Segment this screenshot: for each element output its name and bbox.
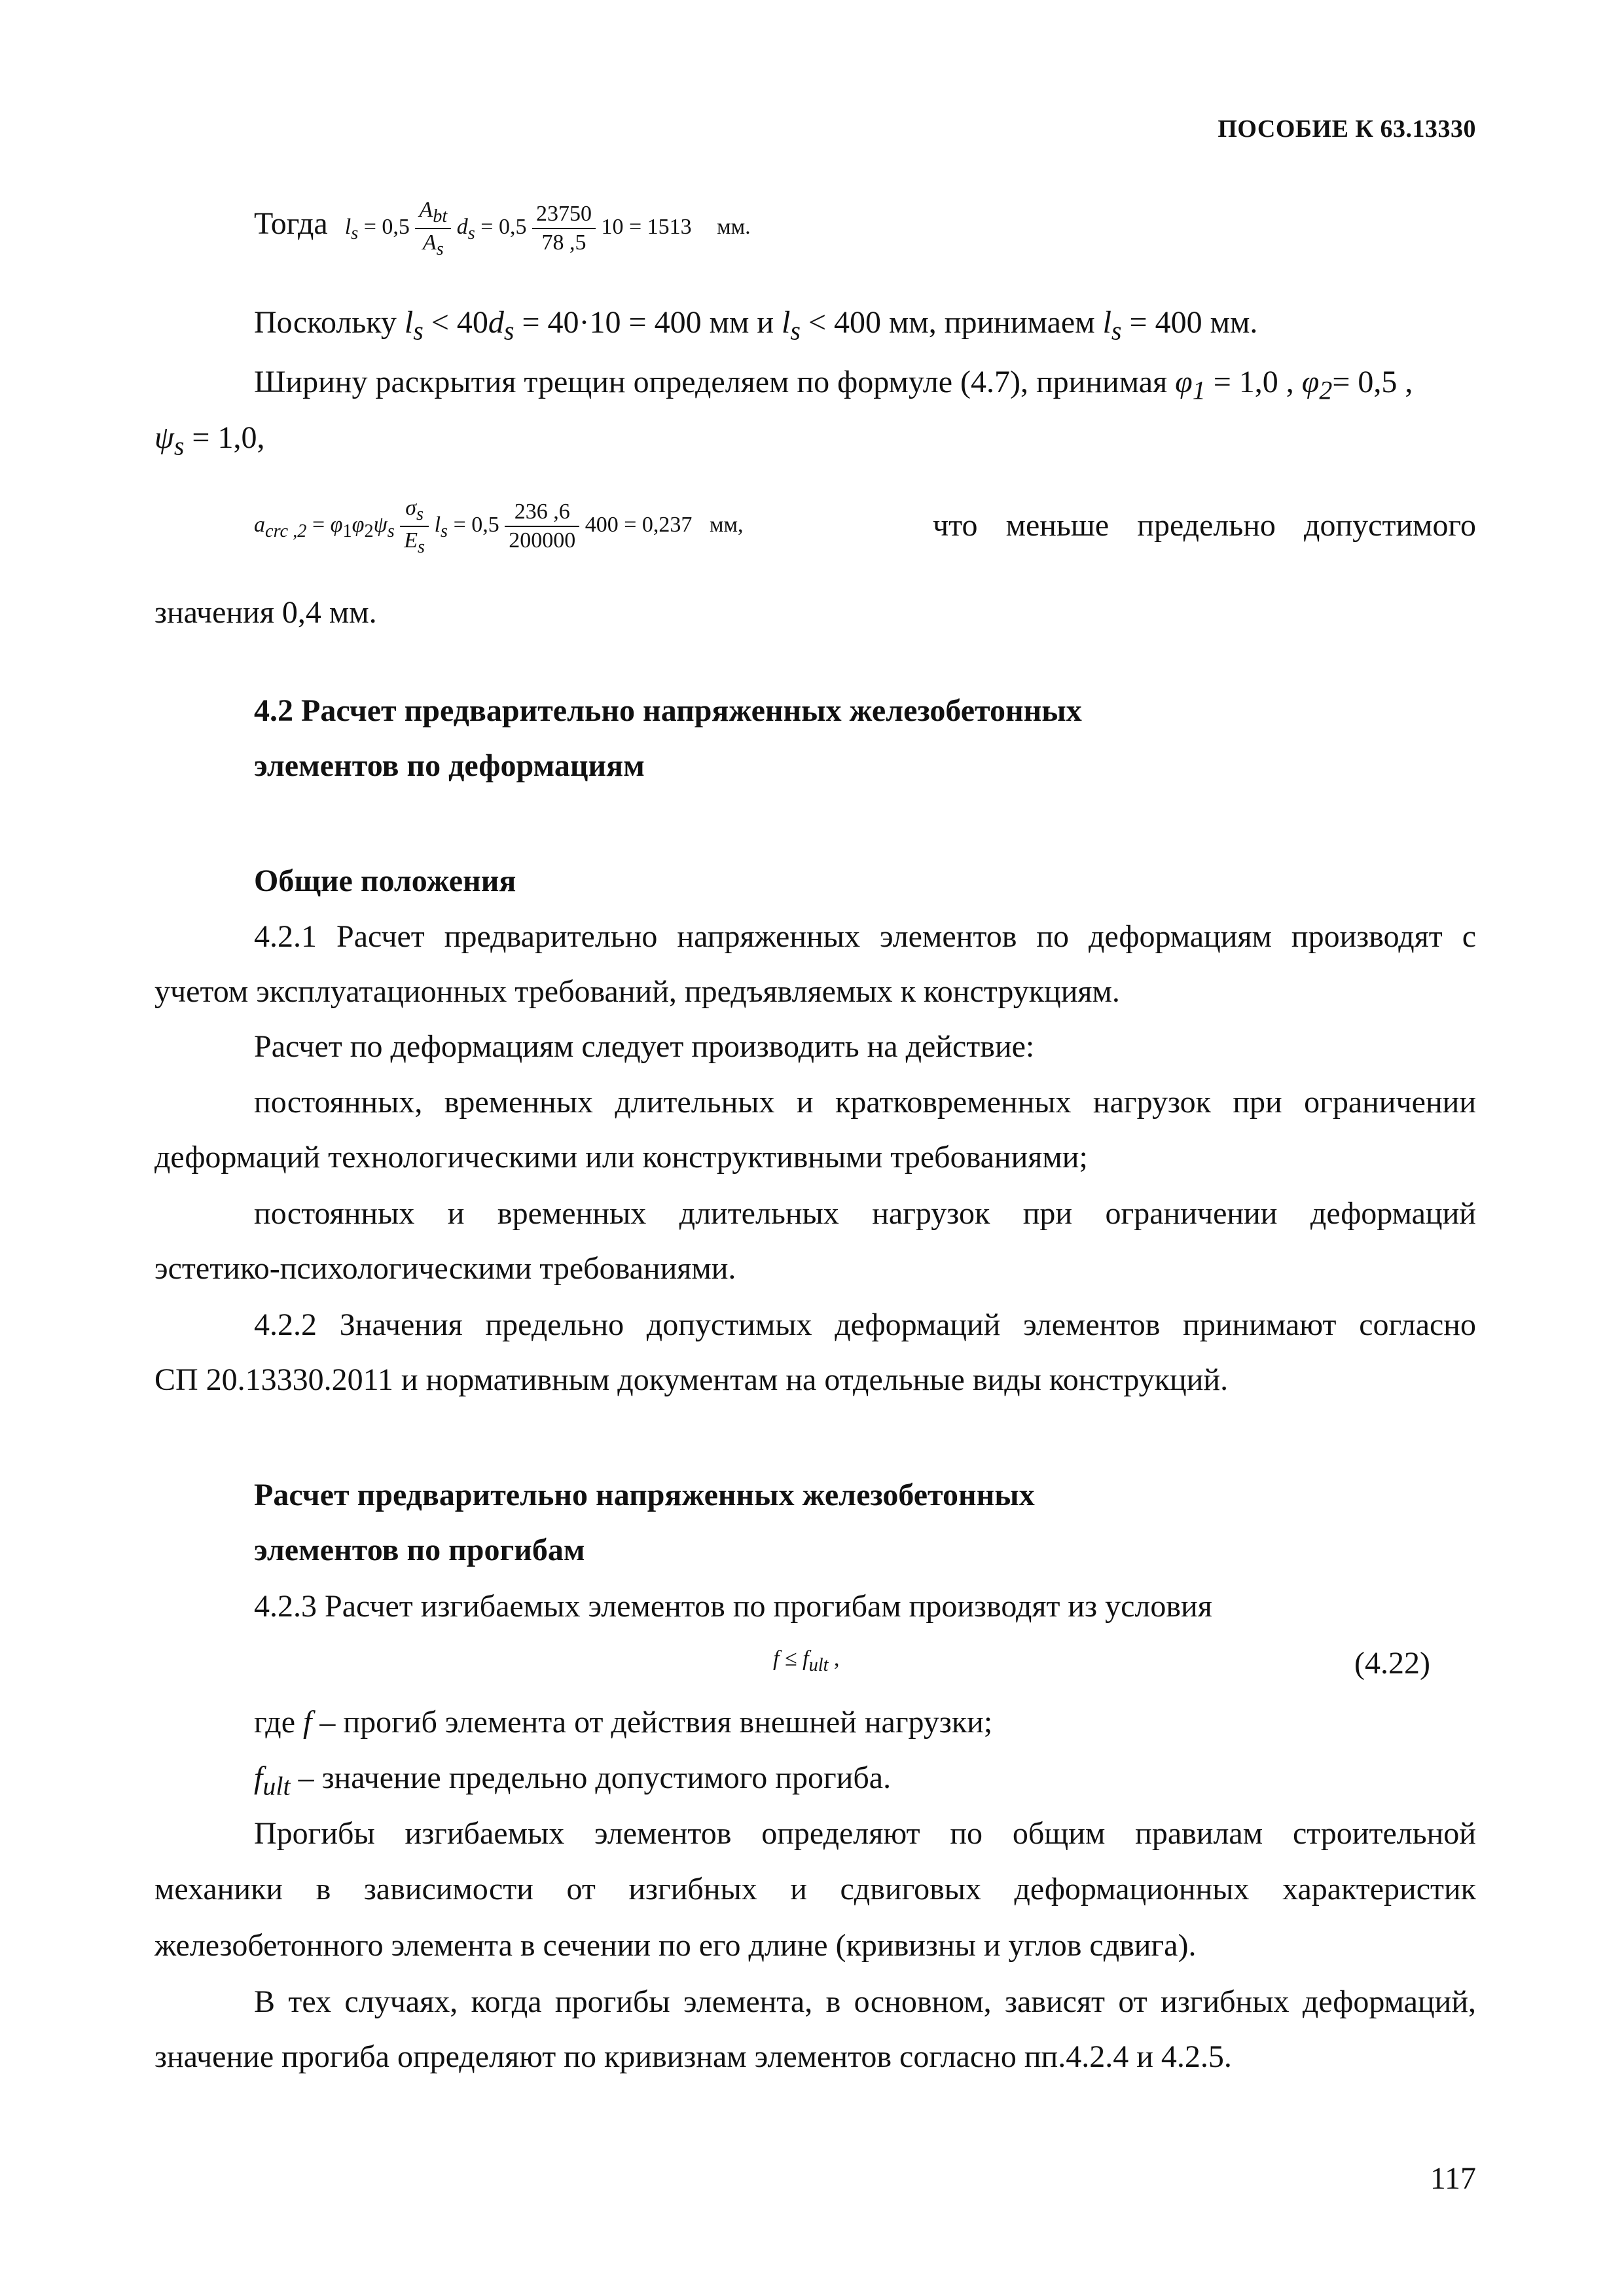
paragraph-421-line2: учетом эксплуатационных требований, предъявляемых к конструкциям. (154, 974, 1120, 1009)
section-title-line1: 4.2 Расчет предварительно напряженных железобетонных (254, 693, 1082, 728)
fraction-numeric-2: $\frac{236 ,6}{200000}$ (505, 498, 579, 555)
section-title-line2: элементов по деформациям (254, 748, 645, 783)
formula-eq2: = 0,5 (480, 215, 527, 239)
paragraph-width-line1: Ширину раскрытия трещин определяем по формуле (4.7), принимая $\varphi_1 = 1,0$ , $\varphi_2= 0,5$ , (254, 365, 1413, 405)
paragraph-const2-line1: постоянных и временных длительных нагрузок при ограничении деформаций (254, 1196, 1476, 1231)
document-page: ПОСОБИЕ К 63.13330 Тогда $l_s = 0,5$ $\frac{A_{bt}}{A_s}$ $d_s = 0,5$ $\frac{23750}{78 ,5}$ 10 = 1513 мм. Поскольку $l_s < 40d_s = 40\cdot 10 = 400$ мм и $l_s < 400$ мм, принимаем $l_s = 400$ мм. Ширину раскрытия трещин определяем по формуле (4.7), принимая $\varphi_1 = 1,0$ , $\varphi_2= 0,5$ , $\psi_s = 1,0$, $a_{crc ,2} = \varphi_1\varphi_2\psi_s$ $\frac{\sigma_s}{E_s}$ $l_s = 0,5$ $\frac{236 ,6}{200000}$ 400 = 0,237 мм, что меньше предельно допустимого значения 0,4 мм. 4.2 Расчет предварительно напряженных железобетонных элементов по деформациям Общие положения 4.2.1 Расчет предварительно напряженных элементов по деформациям производят с учетом эксплуатационных требований, предъявляемых к конструкциям. Расчет по деформациям следует производить на действие: постоянных, временных длительных и кратковременных нагрузок при ограничении деформаций технологическими или конструктивными требованиями; постоянных и временных длительных нагрузок при ограничении деформаций эстетико-психологическими требованиями. 4.2.2 Значения предельно допустимых деформаций элементов принимают согласно СП 20.13330.2011 и нормативным документам на отдельные виды конструкций. Расчет предварительно напряженных железобетонных элементов по прогибам 4.2.3 Расчет изгибаемых элементов по прогибам производят из условия $f \le f_{ult}$ , (4.22) где f – прогиб элемента от действия внешней нагрузки; $f_{ult}$ – значение предельно допустимого прогиба. Прогибы изгибаемых элементов определяют по общим правилам строительной механики в зависимости от изгибных и сдвиговых деформационных характеристик железобетонного элемента в сечении по его длине (кривизны и углов сдвига). В тех случаях, когда прогибы элемента, в основном, зависят от изгибных деформаций, значение прогиба определяют по кривизнам элементов согласно пп.4.2.4 и 4.2.5. 117 (154, 115, 1476, 2196)
formula-eq: = 0,5 (363, 215, 410, 239)
formula-acrc-text: что меньше предельно допустимого (933, 508, 1476, 543)
paragraph-const1-line2: деформаций технологическими или конструктивными требованиями; (154, 1140, 1088, 1175)
paragraph-defl-line2: механики в зависимости от изгибных и сдвиговых деформационных характеристик (154, 1872, 1476, 1906)
subsection-general: Общие положения (254, 864, 516, 898)
paragraph-cases-line2: значение прогиба определяют по кривизнам элементов согласно пп.4.2.4 и 4.2.5. (154, 2039, 1232, 2074)
page-number: 117 (1430, 2161, 1476, 2196)
fraction-sigma-e: $\frac{\sigma_s}{E_s}$ (400, 494, 429, 558)
formula-sub: s (351, 223, 359, 244)
paragraph-action: Расчет по деформациям следует производить на действие: (254, 1029, 1035, 1064)
formula-lead: Тогда (254, 206, 328, 241)
subsection-deflection-line1: Расчет предварительно напряженных железобетонных (254, 1478, 1035, 1512)
formula-var-d: d (456, 215, 468, 239)
paragraph-cases-line1: В тех случаях, когда прогибы элемента, в основном, зависят от изгибных деформаций, (254, 1984, 1476, 2019)
paragraph-421-line1: 4.2.1 Расчет предварительно напряженных элементов по деформациям производят с (254, 919, 1476, 954)
paragraph-since: Поскольку $l_s < 40d_s = 40\cdot 10 = 400$ мм и $l_s < 400$ мм, принимаем $l_s = 400$ мм. (254, 305, 1258, 346)
fraction-abt-as: $\frac{A_{bt}}{A_s}$ (415, 196, 451, 261)
formula-unit: мм. (717, 215, 751, 239)
equation-number: (4.22) (1354, 1646, 1430, 1681)
paragraph-422-line2: СП 20.13330.2011 и нормативным документам на отдельные виды конструкций. (154, 1362, 1229, 1397)
formula-acrc-continuation: значения 0,4 мм. (154, 595, 377, 630)
subsection-deflection-line2: элементов по прогибам (254, 1533, 585, 1567)
paragraph-422-line1: 4.2.2 Значения предельно допустимых деформаций элементов принимают согласно (254, 1307, 1476, 1342)
paragraph-const1-line1: постоянных, временных длительных и кратковременных нагрузок при ограничении (254, 1085, 1476, 1120)
formula-result: 10 = 1513 (601, 215, 692, 239)
formula-var-l: l (344, 215, 352, 239)
paragraph-const2-line2: эстетико-психологическими требованиями. (154, 1251, 736, 1286)
formula-ls: Тогда $l_s = 0,5$ $\frac{A_{bt}}{A_s}$ $d_s = 0,5$ $\frac{23750}{78 ,5}$ 10 = 1513 мм. (254, 196, 1476, 261)
formula-acrc: $a_{crc ,2} = \varphi_1\varphi_2\psi_s$ $\frac{\sigma_s}{E_s}$ $l_s = 0,5$ $\frac{236 ,6}{200000}$ 400 = 0,237 мм, (254, 494, 1476, 558)
where-line2: $f_{ult}$ – значение предельно допустимого прогиба. (254, 1760, 892, 1801)
paragraph-width-line2: $\psi_s = 1,0$, (154, 420, 265, 461)
paragraph-defl-line3: железобетонного элемента в сечении по его длине (кривизны и углов сдвига). (154, 1928, 1197, 1963)
paragraph-defl-line1: Прогибы изгибаемых элементов определяют по общим правилам строительной (254, 1816, 1476, 1851)
paragraph-423: 4.2.3 Расчет изгибаемых элементов по прогибам производят из условия (254, 1589, 1212, 1624)
where-line1: где f – прогиб элемента от действия внешней нагрузки; (254, 1705, 993, 1740)
running-header: ПОСОБИЕ К 63.13330 (1218, 115, 1476, 143)
fraction-numeric: $\frac{23750}{78 ,5}$ (532, 200, 596, 257)
